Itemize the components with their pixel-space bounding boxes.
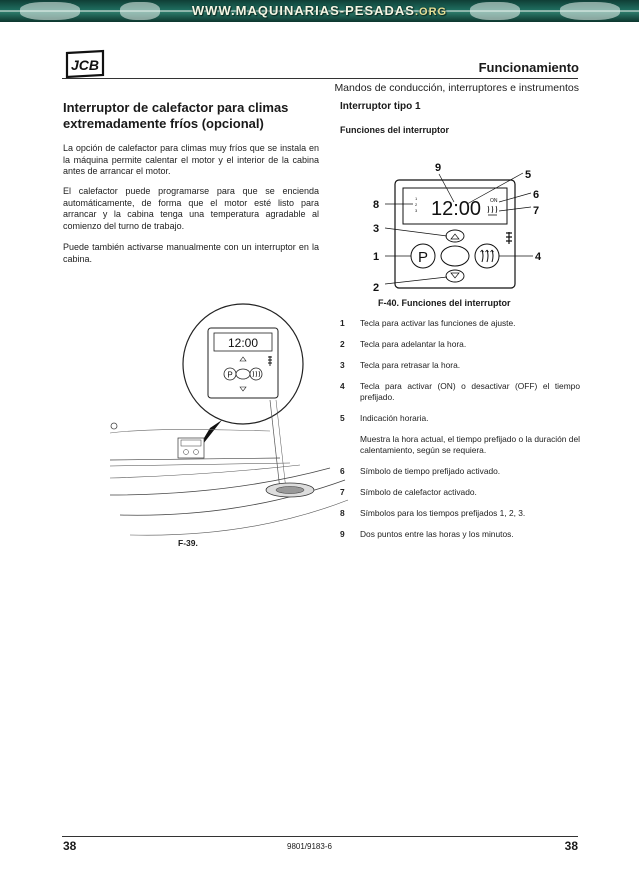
- callout-5: 5: [525, 169, 532, 181]
- paragraph: El calefactor puede programarse para que se encienda automáticamente, de forma que el motor esté listo para arrancar y la cabina tenga una temperatura agradable al comienzo del turno de trabajo.: [63, 186, 319, 231]
- heater-heading-line2: extremadamente fríos (opcional): [63, 116, 264, 131]
- banner-suffix-text: .ORG: [414, 6, 448, 18]
- callout-7: 7: [533, 205, 540, 217]
- top-banner: [0, 0, 639, 22]
- switch-functions-diagram: [355, 160, 555, 295]
- banner-main-text: WWW.MAQUINARIAS-PESADAS: [191, 3, 415, 18]
- legend-item: 5 Indicación horaria.: [340, 413, 429, 423]
- callout-1: 1: [373, 251, 380, 263]
- callout-9: 9: [435, 162, 442, 174]
- f40-on-label: ON: [490, 198, 498, 204]
- heater-heading: [63, 100, 323, 132]
- f40-down-button: [446, 270, 464, 282]
- cab-switch-illustration: [110, 300, 350, 550]
- banner-watermark: [0, 3, 639, 18]
- jcb-logo: [64, 49, 106, 79]
- callout-6: 6: [533, 189, 540, 201]
- legend-item: 9 Dos puntos entre las horas y los minutos.: [340, 529, 514, 539]
- section-title: Funcionamiento: [478, 60, 579, 75]
- header-rule: [62, 78, 578, 79]
- f39-display-time: 12:00: [227, 336, 259, 350]
- document-code: 9801/9183-6: [287, 842, 332, 851]
- f40-preset-2: 2: [415, 202, 418, 207]
- paragraph: La opción de calefactor para climas muy fríos que se instala en la máquina permite calentar el motor y el interior de la cabina antes de arrancar el motor.: [63, 143, 319, 176]
- legend-item: 4 Tecla para activar (ON) o desactivar (OFF) el tiempo prefijado.: [340, 381, 580, 402]
- legend-item: Muestra la hora actual, el tiempo prefijado o la duración del calentamiento, según se requiera.: [360, 434, 580, 455]
- function-legend: [340, 318, 580, 550]
- callout-8: 8: [373, 199, 380, 211]
- legend-item: 3 Tecla para retrasar la hora.: [340, 360, 461, 370]
- figure-39-label: F-39.: [178, 538, 198, 548]
- callout-3: 3: [373, 223, 380, 235]
- f40-p-label: P: [417, 249, 429, 266]
- switch-functions-subheading: Funciones del interruptor: [340, 125, 450, 135]
- switch-type-heading: Interruptor tipo 1: [340, 101, 421, 112]
- heater-heading-line1: Interruptor de calefactor para climas: [63, 100, 289, 115]
- legend-item: 8 Símbolos para los tiempos prefijados 1, 2, 3.: [340, 508, 526, 518]
- footer-rule: [62, 836, 578, 837]
- f40-preset-1: 1: [415, 196, 418, 201]
- legend-item: 6 Símbolo de tiempo prefijado activado.: [340, 466, 501, 476]
- legend-item: 7 Símbolo de calefactor activado.: [340, 487, 477, 497]
- f40-heater-button: [475, 244, 499, 268]
- legend-item: 2 Tecla para adelantar la hora.: [340, 339, 467, 349]
- svg-text:JCB: JCB: [70, 57, 100, 73]
- page-number-left: 38: [63, 839, 77, 853]
- f40-display-time: 12:00: [430, 198, 482, 220]
- f40-up-button: [446, 230, 464, 242]
- page-number-right: 38: [564, 839, 578, 853]
- f39-p-label: P: [227, 370, 233, 380]
- legend-item: 1 Tecla para activar las funciones de ajuste.: [340, 318, 516, 328]
- figure-40-caption: F-40. Funciones del interruptor: [378, 298, 511, 308]
- f39-heater-button: [250, 368, 262, 380]
- callout-4: 4: [535, 251, 542, 263]
- f40-preset-3: 3: [415, 208, 418, 213]
- callout-2: 2: [373, 282, 380, 294]
- subsection-title: Mandos de conducción, interruptores e instrumentos: [334, 82, 579, 94]
- paragraph: Puede también activarse manualmente con un interruptor en la cabina.: [63, 242, 319, 264]
